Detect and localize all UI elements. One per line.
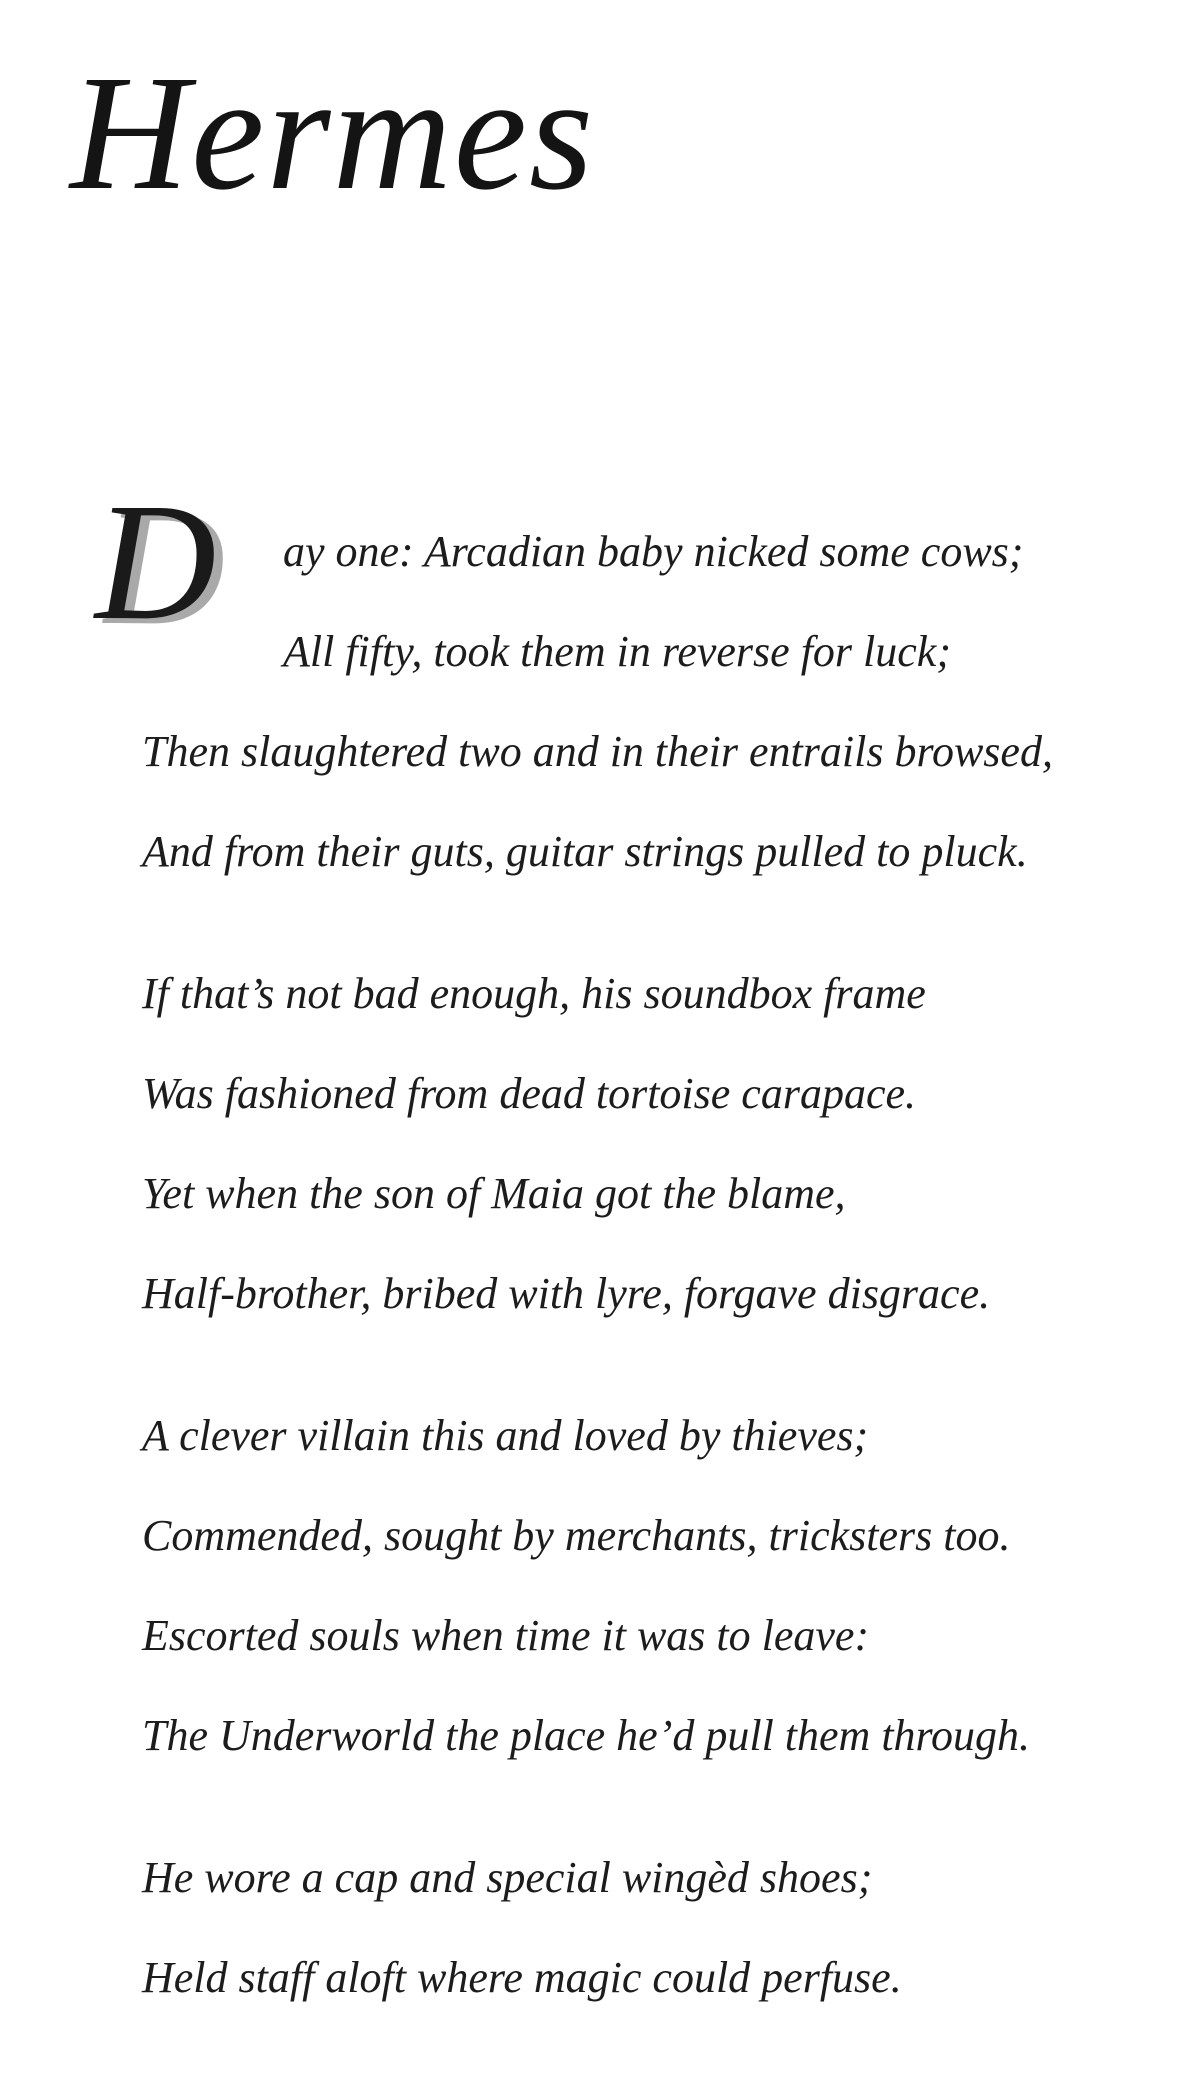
poem-line: He wore a cap and special wingèd shoes; xyxy=(142,1853,873,1902)
poem-line: If that’s not bad enough, his soundbox frame xyxy=(142,969,926,1018)
poem-line: Half-brother, bribed with lyre, forgave disgrace. xyxy=(142,1269,991,1318)
poem-line: A clever villain this and loved by thieves; xyxy=(142,1411,869,1460)
poem-line: Yet when the son of Maia got the blame, xyxy=(142,1169,846,1218)
poem-line: All fifty, took them in reverse for luck; xyxy=(283,627,951,676)
poem-line: Then slaughtered two and in their entrails browsed, xyxy=(142,727,1053,776)
poem-line: Commended, sought by merchants, tricksters too. xyxy=(142,1511,1011,1560)
drop-cap-letter: D xyxy=(95,469,217,655)
poem-line: ay one: Arcadian baby nicked some cows; xyxy=(283,527,1024,576)
poem-line: Held staff aloft where magic could perfuse. xyxy=(142,1953,902,2002)
poem-line: The Underworld the place he’d pull them through. xyxy=(142,1711,1031,1760)
poem-line: Escorted souls when time it was to leave: xyxy=(142,1611,870,1660)
poem-line: Was fashioned from dead tortoise carapace. xyxy=(142,1069,917,1118)
poem-title: Hermes xyxy=(70,41,596,224)
poem-line: And from their guts, guitar strings pulled to pluck. xyxy=(142,827,1028,876)
